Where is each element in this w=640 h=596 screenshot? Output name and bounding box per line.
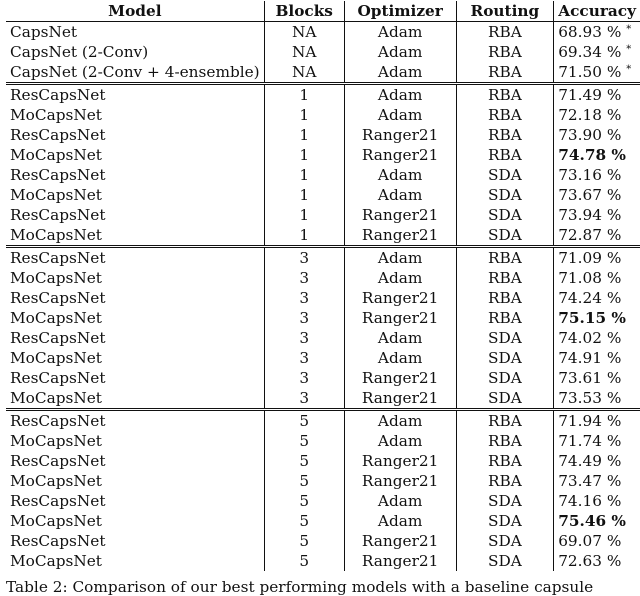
header-accuracy: Accuracy [558, 2, 636, 20]
cell-optimizer: Ranger21 [344, 451, 456, 471]
cell-optimizer: Adam [344, 84, 456, 106]
cell-routing: SDA [456, 328, 554, 348]
header-routing: Routing [456, 1, 554, 22]
cell-accuracy [554, 328, 640, 348]
cell-model: MoCapsNet [6, 268, 264, 288]
cell-model: ResCapsNet [6, 165, 264, 185]
cell-routing: SDA [456, 388, 554, 410]
cell-blocks: 5 [264, 451, 344, 471]
cell-model: ResCapsNet [6, 84, 264, 106]
results-table [6, 1, 640, 571]
cell-blocks: 1 [264, 84, 344, 106]
cell-accuracy [554, 368, 640, 388]
cell-optimizer: Adam [344, 410, 456, 432]
cell-model: ResCapsNet [6, 328, 264, 348]
cell-optimizer: Ranger21 [344, 388, 456, 410]
cell-routing: SDA [456, 165, 554, 185]
cell-model: MoCapsNet [6, 145, 264, 165]
table-row [6, 511, 640, 531]
cell-optimizer: Adam [344, 105, 456, 125]
accuracy-value: 71.94 % [558, 412, 622, 430]
table-row [6, 268, 640, 288]
cell-blocks: 3 [264, 288, 344, 308]
cell-blocks: 5 [264, 471, 344, 491]
cell-routing: RBA [456, 62, 554, 84]
cell-optimizer: Adam [344, 247, 456, 269]
cell-accuracy [554, 288, 640, 308]
accuracy-value: 71.50 % [558, 63, 622, 81]
cell-optimizer: Ranger21 [344, 471, 456, 491]
accuracy-value: 73.61 % [558, 369, 622, 387]
cell-model: MoCapsNet [6, 431, 264, 451]
cell-optimizer: Adam [344, 511, 456, 531]
accuracy-value: 69.34 % [558, 43, 622, 61]
cell-blocks: 5 [264, 410, 344, 432]
cell-optimizer: Adam [344, 348, 456, 368]
cell-routing: RBA [456, 431, 554, 451]
cell-model: MoCapsNet [6, 348, 264, 368]
cell-routing: RBA [456, 84, 554, 106]
accuracy-value: 73.47 % [558, 472, 622, 490]
table-row [6, 185, 640, 205]
cell-routing: SDA [456, 551, 554, 571]
cell-model: ResCapsNet [6, 368, 264, 388]
cell-accuracy [554, 431, 640, 451]
cell-accuracy [554, 551, 640, 571]
cell-accuracy [554, 388, 640, 410]
accuracy-value: 73.53 % [558, 389, 622, 407]
cell-optimizer: Adam [344, 185, 456, 205]
cell-optimizer: Ranger21 [344, 551, 456, 571]
cell-routing: RBA [456, 125, 554, 145]
cell-blocks: 3 [264, 247, 344, 269]
cell-routing: RBA [456, 471, 554, 491]
cell-accuracy [554, 205, 640, 225]
cell-routing: RBA [456, 247, 554, 269]
accuracy-value: 71.49 % [558, 86, 622, 104]
table-row [6, 205, 640, 225]
cell-optimizer: Ranger21 [344, 145, 456, 165]
table-row [6, 388, 640, 410]
cell-optimizer: Ranger21 [344, 125, 456, 145]
cell-optimizer: Adam [344, 328, 456, 348]
cell-routing: RBA [456, 288, 554, 308]
footnote-mark: * [626, 64, 632, 75]
cell-model: CapsNet [6, 22, 264, 43]
header-model: Model [6, 1, 264, 22]
cell-blocks: 3 [264, 328, 344, 348]
cell-optimizer: Adam [344, 42, 456, 62]
cell-routing: SDA [456, 348, 554, 368]
cell-routing: RBA [456, 42, 554, 62]
cell-blocks: 5 [264, 551, 344, 571]
cell-optimizer: Ranger21 [344, 225, 456, 247]
cell-accuracy [554, 22, 640, 43]
accuracy-value: 72.63 % [558, 552, 622, 570]
table-row [6, 348, 640, 368]
table-row [6, 451, 640, 471]
accuracy-value: 73.67 % [558, 186, 622, 204]
cell-routing: RBA [456, 308, 554, 328]
cell-routing: SDA [456, 205, 554, 225]
cell-model: MoCapsNet [6, 308, 264, 328]
cell-accuracy [554, 471, 640, 491]
cell-blocks: 5 [264, 431, 344, 451]
cell-model: CapsNet (2-Conv + 4-ensemble) [6, 62, 264, 84]
cell-blocks: 3 [264, 388, 344, 410]
cell-accuracy [554, 348, 640, 368]
accuracy-value: 74.02 % [558, 329, 622, 347]
cell-model: MoCapsNet [6, 388, 264, 410]
table-row [6, 431, 640, 451]
cell-model: ResCapsNet [6, 531, 264, 551]
cell-model: ResCapsNet [6, 125, 264, 145]
accuracy-value: 73.94 % [558, 206, 622, 224]
cell-optimizer: Ranger21 [344, 531, 456, 551]
cell-accuracy [554, 165, 640, 185]
accuracy-value: 71.08 % [558, 269, 622, 287]
cell-model: MoCapsNet [6, 511, 264, 531]
table-row [6, 247, 640, 269]
accuracy-value: 69.07 % [558, 532, 622, 550]
table-row [6, 288, 640, 308]
cell-accuracy [554, 308, 640, 328]
cell-accuracy [554, 125, 640, 145]
cell-blocks: 3 [264, 348, 344, 368]
accuracy-value: 74.24 % [558, 289, 622, 307]
cell-blocks: 1 [264, 105, 344, 125]
cell-accuracy [554, 225, 640, 247]
accuracy-value: 73.16 % [558, 166, 622, 184]
table-row [6, 42, 640, 62]
cell-blocks: 3 [264, 308, 344, 328]
cell-optimizer: Adam [344, 22, 456, 43]
cell-model: ResCapsNet [6, 288, 264, 308]
cell-model: ResCapsNet [6, 410, 264, 432]
cell-optimizer: Adam [344, 62, 456, 84]
cell-blocks: 1 [264, 145, 344, 165]
cell-model: MoCapsNet [6, 471, 264, 491]
cell-optimizer: Adam [344, 431, 456, 451]
table-row [6, 84, 640, 106]
cell-optimizer: Ranger21 [344, 368, 456, 388]
accuracy-value: 72.87 % [558, 226, 622, 244]
cell-blocks: 1 [264, 185, 344, 205]
accuracy-value: 74.49 % [558, 452, 622, 470]
accuracy-value: 68.93 % [558, 23, 622, 41]
cell-blocks: 1 [264, 125, 344, 145]
header-optimizer: Optimizer [344, 1, 456, 22]
cell-routing: SDA [456, 368, 554, 388]
cell-routing: SDA [456, 511, 554, 531]
accuracy-value: 71.09 % [558, 249, 622, 267]
table-row [6, 225, 640, 247]
table-header [6, 1, 640, 22]
footnote-mark: * [626, 44, 632, 55]
cell-accuracy [554, 185, 640, 205]
cell-routing: RBA [456, 22, 554, 43]
table-row [6, 125, 640, 145]
cell-routing: SDA [456, 185, 554, 205]
cell-blocks: 3 [264, 368, 344, 388]
cell-accuracy [554, 247, 640, 269]
cell-blocks: 5 [264, 531, 344, 551]
cell-optimizer: Adam [344, 165, 456, 185]
cell-accuracy [554, 62, 640, 84]
accuracy-value: 71.74 % [558, 432, 622, 450]
table-row [6, 308, 640, 328]
accuracy-value: 73.90 % [558, 126, 622, 144]
footnote-mark: * [626, 24, 632, 35]
accuracy-value: 74.91 % [558, 349, 622, 367]
accuracy-value: 72.18 % [558, 106, 622, 124]
cell-blocks: NA [264, 42, 344, 62]
table-row [6, 531, 640, 551]
cell-optimizer: Ranger21 [344, 308, 456, 328]
table-row [6, 165, 640, 185]
cell-model: MoCapsNet [6, 225, 264, 247]
cell-routing: RBA [456, 105, 554, 125]
cell-accuracy [554, 491, 640, 511]
accuracy-value: 75.46 % [558, 512, 626, 530]
cell-blocks: 1 [264, 225, 344, 247]
cell-model: CapsNet (2-Conv) [6, 42, 264, 62]
cell-routing: SDA [456, 491, 554, 511]
cell-routing: RBA [456, 268, 554, 288]
cell-optimizer: Ranger21 [344, 205, 456, 225]
cell-blocks: 5 [264, 511, 344, 531]
cell-model: MoCapsNet [6, 185, 264, 205]
table-row [6, 105, 640, 125]
cell-accuracy [554, 410, 640, 432]
accuracy-value: 74.78 % [558, 146, 626, 164]
cell-accuracy [554, 42, 640, 62]
cell-accuracy [554, 84, 640, 106]
cell-accuracy [554, 105, 640, 125]
cell-blocks: NA [264, 22, 344, 43]
cell-routing: RBA [456, 145, 554, 165]
table-body [6, 22, 640, 572]
table-row [6, 551, 640, 571]
cell-routing: RBA [456, 410, 554, 432]
cell-model: MoCapsNet [6, 551, 264, 571]
cell-model: ResCapsNet [6, 451, 264, 471]
cell-routing: SDA [456, 531, 554, 551]
cell-blocks: 1 [264, 165, 344, 185]
header-row [6, 1, 640, 22]
cell-optimizer: Adam [344, 491, 456, 511]
cell-blocks: 1 [264, 205, 344, 225]
cell-model: ResCapsNet [6, 491, 264, 511]
table-row [6, 491, 640, 511]
cell-accuracy [554, 531, 640, 551]
table-caption: Table 2: Comparison of our best performing models with a baseline capsule [6, 578, 594, 596]
cell-blocks: 3 [264, 268, 344, 288]
table-row [6, 62, 640, 84]
table-row [6, 22, 640, 43]
accuracy-value: 75.15 % [558, 309, 626, 327]
header-blocks: Blocks [264, 1, 344, 22]
cell-routing: SDA [456, 225, 554, 247]
cell-accuracy [554, 451, 640, 471]
table-row [6, 328, 640, 348]
table-row [6, 145, 640, 165]
table-row [6, 410, 640, 432]
cell-optimizer: Adam [344, 268, 456, 288]
cell-accuracy [554, 511, 640, 531]
accuracy-value: 74.16 % [558, 492, 622, 510]
cell-blocks: 5 [264, 491, 344, 511]
cell-accuracy [554, 145, 640, 165]
cell-model: MoCapsNet [6, 105, 264, 125]
cell-blocks: NA [264, 62, 344, 84]
cell-model: ResCapsNet [6, 205, 264, 225]
cell-accuracy [554, 268, 640, 288]
cell-routing: RBA [456, 451, 554, 471]
table-row [6, 368, 640, 388]
table-row [6, 471, 640, 491]
cell-model: ResCapsNet [6, 247, 264, 269]
cell-optimizer: Ranger21 [344, 288, 456, 308]
